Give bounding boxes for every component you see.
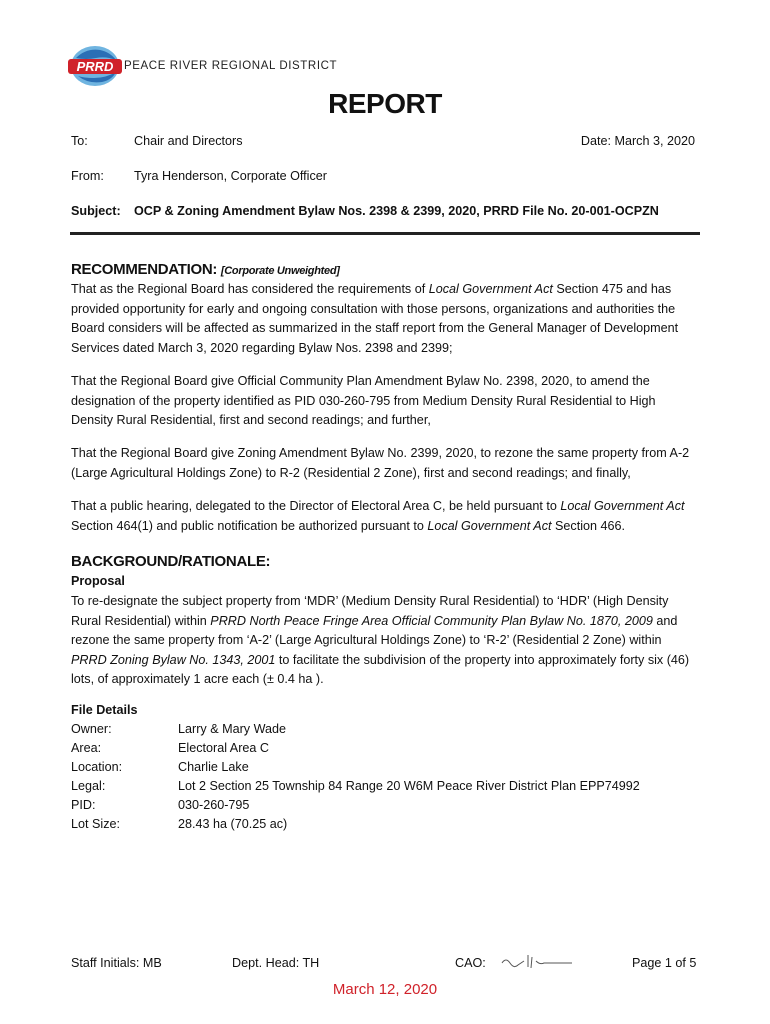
file-detail-value: Larry & Mary Wade: [178, 722, 287, 736]
text-run: That a public hearing, delegated to the Director of Electoral Area C, be held pursuant to: [71, 499, 561, 513]
file-detail-value: Electoral Area C: [178, 741, 269, 755]
file-detail-label: Area:: [71, 741, 102, 755]
to-label: To:: [71, 134, 88, 148]
act-reference: Local Government Act: [427, 518, 552, 533]
prrd-logo: [66, 44, 124, 88]
file-detail-label: Owner:: [71, 722, 112, 736]
header-divider: [70, 232, 700, 235]
bylaw-reference: PRRD North Peace Fringe Area Official Community Plan Bylaw No. 1870, 2009: [210, 613, 653, 628]
text-run: To re-designate the subject property from ‘MDR’ (Medium Density Rural Residential) to ‘HDR’ (High Density Rural Residential) within: [71, 594, 669, 628]
text-run: and rezone the same property from ‘A-2’ (Large Agricultural Holdings Zone) to ‘R-2’ (Residential 2 Zone) within: [71, 613, 678, 647]
recommendation-paragraph-1: [71, 280, 699, 358]
file-detail-label: Location:: [71, 760, 123, 774]
text-run: Section 464(1) and public notification be authorized pursuant to: [71, 518, 428, 533]
file-detail-row: [71, 798, 711, 817]
text-run: That as the Regional Board has considered the requirements of: [71, 282, 429, 296]
file-detail-value: 28.43 ha (70.25 ac): [178, 817, 288, 831]
proposal-label: Proposal: [71, 574, 125, 588]
recommendation-paragraph-3: That the Regional Board give Zoning Amendment Bylaw No. 2399, 2020, to rezone the same property from A-2 (Large Agricultural Holdings Zone) to R-2 (Residential 2 Zone), first and second readings; and finally,: [71, 446, 690, 480]
subject-row: [71, 204, 695, 222]
file-detail-value: Lot 2 Section 25 Township 84 Range 20 W6M Peace River District Plan EPP74992: [178, 779, 640, 793]
file-detail-label: Legal:: [71, 779, 106, 793]
background-heading: BACKGROUND/RATIONALE:: [71, 553, 271, 570]
act-reference: Local Government Act: [428, 282, 553, 296]
file-detail-label: PID:: [71, 798, 96, 812]
to-row: [71, 134, 695, 152]
file-detail-label: Lot Size:: [71, 817, 121, 831]
from-value: Tyra Henderson, Corporate Officer: [134, 169, 327, 183]
file-details-heading: File Details: [71, 703, 138, 717]
bylaw-reference: PRRD Zoning Bylaw No. 1343, 2001: [71, 652, 276, 667]
dept-head: Dept. Head: TH: [232, 956, 320, 970]
from-label: From:: [71, 169, 104, 183]
subject-value: OCP & Zoning Amendment Bylaw Nos. 2398 & 2399, 2020, PRRD File No. 20-001-OCPZN: [134, 204, 659, 218]
recommendation-paragraph-4: [71, 497, 699, 536]
file-detail-row: [71, 722, 711, 741]
report-title: REPORT: [328, 88, 442, 119]
cao-label: CAO:: [455, 956, 486, 970]
proposal-paragraph: [71, 592, 699, 690]
file-detail-row: [71, 779, 711, 798]
text-run: Section 466.: [551, 518, 626, 533]
received-date-stamp: March 12, 2020: [332, 981, 438, 998]
report-date: Date: March 3, 2020: [580, 134, 695, 148]
recommendation-tag: [Corporate Unweighted]: [220, 265, 340, 277]
file-detail-row: [71, 760, 711, 779]
org-name: PEACE RIVER REGIONAL DISTRICT: [124, 60, 338, 72]
text-run: to facilitate the subdivision of the property into approximately forty six (46) lots, of approximately 1 acre each (± 0.4 ha ).: [71, 652, 690, 686]
recommendation-title: RECOMMENDATION:: [71, 261, 218, 278]
page-number: Page 1 of 5: [632, 956, 697, 970]
file-detail-row: [71, 817, 711, 836]
cao-signature: [498, 951, 576, 973]
from-row: [71, 169, 695, 187]
recommendation-heading: [71, 261, 340, 278]
recommendation-paragraph-2: That the Regional Board give Official Community Plan Amendment Bylaw No. 2398, 2020, to amend the designation of the property identified as PID 030-260-795 from Medium Density Rural Residential to High Density Rural Residential, first and second readings; and further,: [71, 374, 656, 427]
subject-label: Subject:: [71, 204, 121, 218]
file-detail-row: [71, 741, 711, 760]
act-reference: Local Government Act: [560, 499, 685, 513]
logo-text: PRRD: [76, 59, 114, 74]
to-value: Chair and Directors: [134, 134, 243, 148]
staff-initials: Staff Initials: MB: [71, 956, 162, 970]
file-detail-value: 030-260-795: [178, 798, 250, 812]
file-detail-value: Charlie Lake: [178, 760, 249, 774]
text-run: Section 475 and has provided opportunity for early and ongoing consultation with those persons, organizations and authorities the Board considers will be affected as summarized in the staff report from the General Manager of Development Services dated March 3, 2020 regarding Bylaw Nos. 2398 and 2399;: [71, 282, 679, 355]
